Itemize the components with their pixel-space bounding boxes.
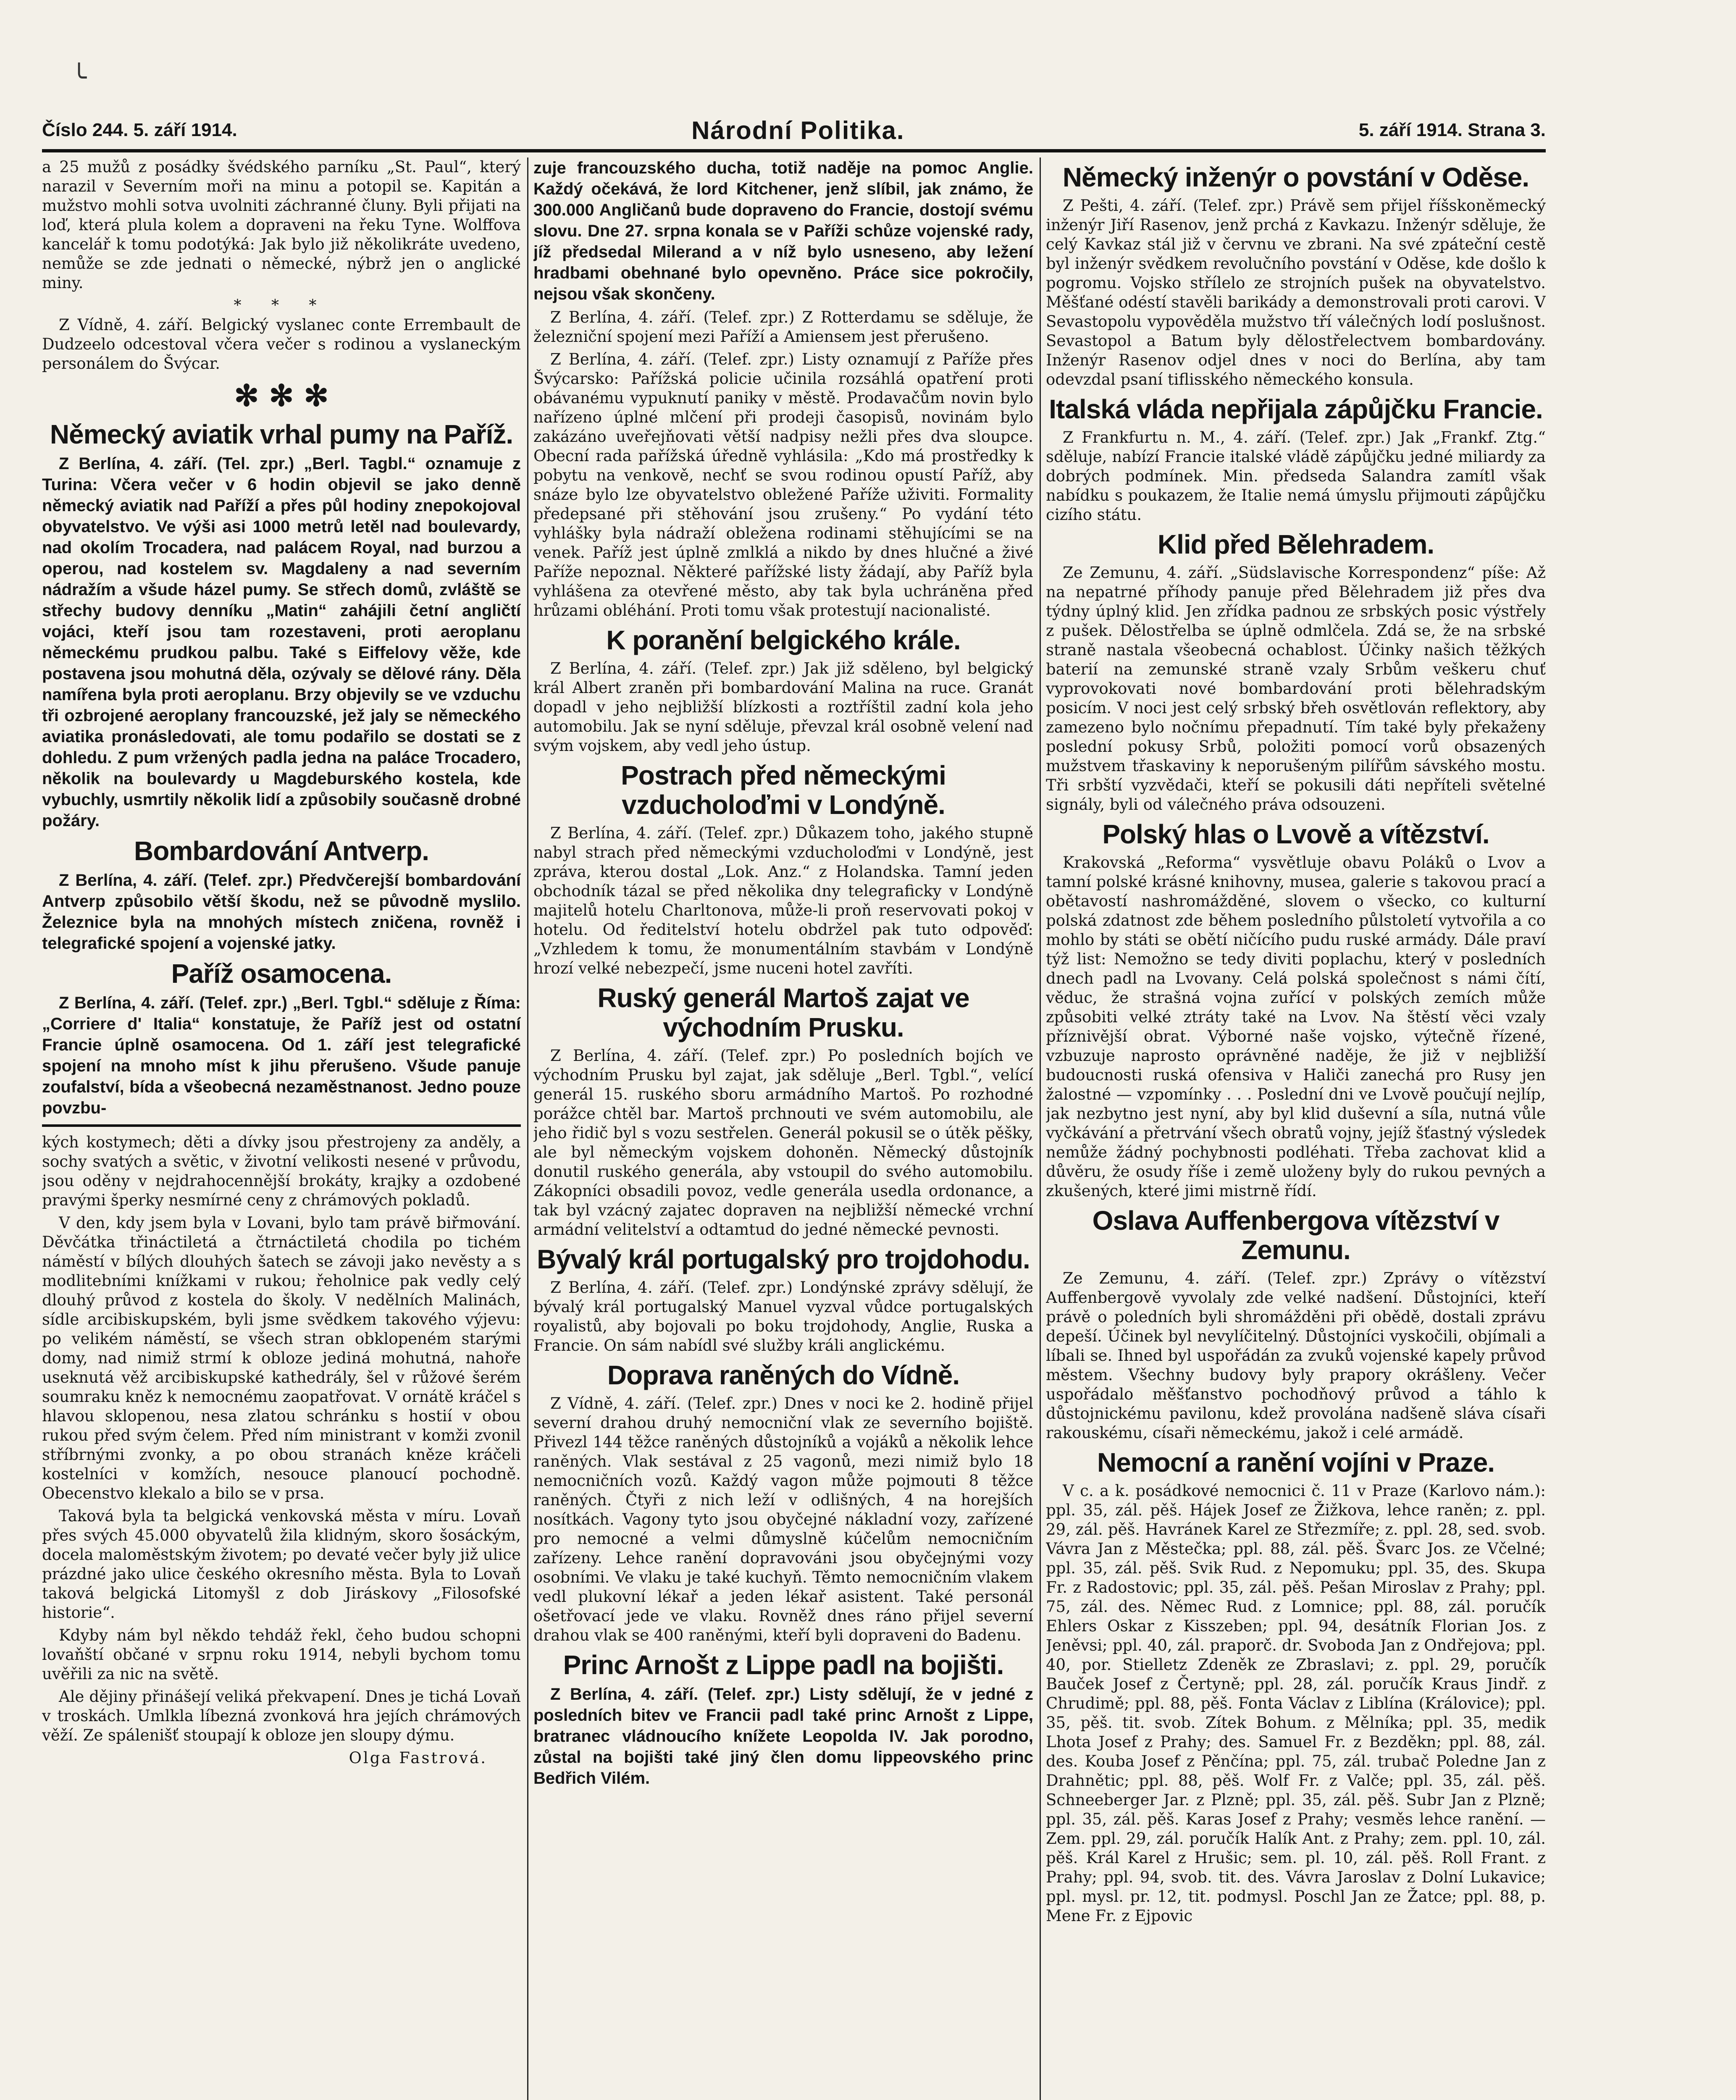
article-text: Z Berlína, 4. září. (Telef. zpr.) „Berl. Tgbl.“ sděluje z Říma: „Corriere d' Italia“ konstatuje, že Paříž jest od ostatní Francie úplně osamocena. Od 1. září jest telegrafické spojení na mnoho míst k jihu přerušeno. Všude panuje zoufalství, bída a všeobecná nezaměstnanost. Jedno pouze povzbu- xyxy=(42,994,521,1117)
feuilleton-text: kých kostymech; děti a dívky jsou přestrojeny za anděly, a sochy svatých a světic, v životní velikosti nesené v průvodu, jsou oděny v nejdrahocennější brokáty, krajky a ozdobené pravými šperky nesmírné ceny z chrámových pokladů. xyxy=(42,1133,521,1209)
headline: Bývalý král portugalský pro trojdohodu. xyxy=(537,1244,1030,1274)
feuilleton-text: Taková byla ta belgická venkovská města v míru. Lovaň přes svých 45.000 obyvatelů žila klidným, skoro šosáckým, docela maloměstským životem; po devaté večer byly již ulice prázdné jako ulice českého okresního města. Byla to Lovaň taková belgická Litomyšl z dob Jiráskovy „Filosofské historie“. xyxy=(42,1507,521,1622)
article-text: Z Berlína, 4. září. (Telef. zpr.) Londýnské zprávy sdělují, že bývalý král portugalský Manuel vyzval vůdce portugalských royalistů, aby bojovali po boku trojdohody, Anglie, Ruska a Francie. On sám nabídl své služby králi anglickému. xyxy=(533,1278,1033,1354)
feuilleton-rule xyxy=(42,1124,521,1127)
article-text: Z Berlína, 4. září. (Tel. zpr.) „Berl. Tagbl.“ oznamuje z Turina: Včera večer v 6 hodin objevil se jako denně německý aviatik nad Paříží a přes půl hodiny znepokojoval obyvatelstvo. Ve výši asi 1000 metrů letěl nad boulevardy, nad okolím Trocadera, nad palácem Royal, nad burzou a operou, nad kostelem sv. Magdaleny a nad severním nádražím a všude házel pumy. Se střech domů, zvláště se střechy budovy denníku „Matin“ zahájili četní angličtí vojáci, kteří jsou tam rozestaveni, proti aeroplanu německému prudkou palbu. Také s Eiffelovy věže, kde postavena jsou mohutná děla, ozývaly se dělové rány. Děla namířena byla proti aeroplanu. Brzy objevily se ve vzduchu tři ozbrojené aeroplany francouzské, jež jaly se německého aviatika pronásledovati, ale tomu podařilo se dostati se z dohledu. Z pum vržených padla jedna na paláce Trocadero, několik na boulevardy u Magdeburského kostela, kde vybuchly, usmrtily několik lidí a způsobily současně drobné požáry. xyxy=(42,454,521,830)
article-text: zuje francouzského ducha, totiž naděje na pomoc Anglie. Každý očekává, že lord Kitchener, jenž slíbil, jak známo, že 300.000 Angličanů bude dopraveno do Francie, dostojí svému slovu. Dne 27. srpna konala se v Paříži schůze vojenské rady, jíž předsedal Milerand a v níž bylo usneseno, aby ležení hradbami obehnané bylo opevněno. Práce sice pokročily, nejsou však skončeny. xyxy=(533,159,1033,303)
headline: K poranění belgického krále. xyxy=(606,625,961,655)
masthead xyxy=(42,113,1546,147)
issue-number: Číslo 244. 5. září 1914. xyxy=(42,120,237,140)
author-signature: Olga Fastrová. xyxy=(349,1749,487,1767)
column-divider xyxy=(527,158,528,2100)
separator: * * * xyxy=(234,297,329,314)
pencil-mark: ╰ xyxy=(71,63,87,92)
article-text: Z Berlína, 4. září. (Telef. zpr.) Důkazem toho, jakého stupně nabyl strach před německými vzducholoďmi v Londýně, jest zpráva, kterou dostal „Lok. Anz.“ z Holandska. Tamní jeden obchodník tázal se před několika dny telegraficky v Londýně majitelů hotelu Charltonova, může-li proň reservovati pokoj v hotelu. Od ředitelství hotelu obdržel pak tuto odpověď: „Vzhledem k tomu, že monumentálním stavbám v Londýně hrozí velké nebezpečí, jsme nuceni hotel zavříti. xyxy=(533,824,1033,977)
headline: Doprava raněných do Vídně. xyxy=(607,1360,960,1390)
feuilleton-text: Kdyby nám byl někdo tehdáž řekl, čeho budou schopni lovaňští občané v srpnu roku 1914, nebyli bychom tomu uvěřili za nic na světě. xyxy=(42,1626,521,1683)
article-text: Z Berlína, 4. září. (Telef. zpr.) Listy sdělují, že v jedné z posledních bitev ve Francii padl také princ Arnošt z Lippe, bratranec vládnoucího knížete Leopolda IV. Jak porodno, zůstal na bojišti také jiný člen domu lippeovského princ Bedřich Vilém. xyxy=(533,1685,1033,1788)
headline: Paříž osamocena. xyxy=(171,958,392,989)
article-text: Z Berlína, 4. září. (Telef. zpr.) Předvčerejší bombardování Antverp způsobilo větší škodu, než se původně myslilo. Železnice byla na mnohých místech zničena, rovněž i telegrafické spojení a vojenské jatky. xyxy=(42,871,521,953)
article-text: Z Vídně, 4. září. (Telef. zpr.) Dnes v noci ke 2. hodině přijel severní drahou druhý nemocniční vlak ze severního bojiště. Přivezl 144 těžce raněných důstojníků a vojáků a několik lehce raněných. Vlak sestával z 25 vagonů, mezi nimiž bylo 18 nemocničních vozů. Každý vagon může pojmouti 8 těžce raněných. Čtyři z nich leží v odlišných, 4 na horejších nosítkách. Vagony tyto jsou obyčejné nákladní vozy, zařízené pro nemocné a velmi důmyslně kúčelům nemocničním zařízeny. Lehce ranění dopravováni jsou obyčejnými vozy osobními. Ve vlaku je také kuchyň. Těmto nemocničním vlakem vedl plukovní lékař a jeden lékař asistent. Také personál ošetřovací jede ve vlaku. Rovněž dnes ráno přijel severní drahou vlak se 400 raněnými, kteří byli dopraveni do Badenu. xyxy=(533,1394,1033,1644)
headline: Klid před Bělehradem. xyxy=(1157,529,1434,559)
headline: Ruský generál Martoš zajat ve východním Prusku. xyxy=(597,983,969,1042)
article-text: a 25 mužů z posádky švédského parníku „St. Paul“, který narazil v Severním moři na minu a potopil se. Kapitán a mužstvo mohli sotva uvolniti záchranné čluny. Byli přijati na loď, která plula kolem a dopraveni na řeku Tyne. Wolffova kancelář k tomu podotýká: Jak bylo již několikráte uvedeno, nemůže se zde jednati o německé, nýbrž jen o anglické miny. xyxy=(42,158,521,292)
header-rule xyxy=(42,149,1546,152)
headline: Princ Arnošt z Lippe padl na bojišti. xyxy=(563,1650,1004,1680)
headline: Německý aviatik vrhal pumy na Paříž. xyxy=(50,419,513,449)
article-text: Z Pešti, 4. září. (Telef. zpr.) Právě sem přijel říšskoněmecký inženýr Jiří Rasenov, jenž prchá z Kavkazu. Inženýr sděluje, že celý Kavkaz stál již v červnu ve zbrani. Na své zpáteční cestě byl inženýr svědkem revolučního povstání v Oděse, kde došlo k pogromu. Vojsko střílelo ze strojních pušek na obyvatelstvo. Měšťané odéstí stavěli barikády a demonstrovali proti carovi. V Sevastopolu vypověděla mužstvo tří válečných lodí poslušnost. Sevastopol a Batum byly dělostřelectvem bombardovány. Inženýr Rasenov odjel dnes v noci do Berlína, aby tam odevzdal psaní tiflisského německého konsula. xyxy=(1046,197,1546,388)
column-divider xyxy=(1040,158,1041,2100)
column-1 xyxy=(42,158,521,2100)
article-text: Z Berlína, 4. září. (Telef. zpr.) Jak již sděleno, byl belgický král Albert zraněn při bombardování Malina na ruce. Granát dopadl v jeho nejbližší blízkosti a roztříštil zadní kola jeho automobilu. Jak se nyní sděluje, převzal král osobně velení nad svým vojskem, aby vedl jeho ústup. xyxy=(533,659,1033,755)
headline: Bombardování Antverp. xyxy=(134,836,429,866)
article-text: Z Berlína, 4. září. (Telef. zpr.) Z Rotterdamu se sděluje, že železniční spojení mezi Paříží a Amiensem jest přerušeno. xyxy=(533,308,1033,346)
article-text: Ze Zemunu, 4. září. „Südslavische Korrespondenz“ píše: Až na nepatrné příhody panuje před Bělehradem již přes dva týdny úplný klid. Jen zřídka padnou ze srbských posic výstřely z pušek. Dělostřelba se úplně odmlčela. Zdá se, že na srbské straně nastala všeobecná ochablost. Účinky našich těžkých baterií na zemunské straně vzaly Srbům veškeru chuť vyprovokovati nové bombardování proti bělehradským posicím. V noci jest celý srbský břeh osvětlován reflektory, aby zamezeno bylo nočnímu přepadnutí. Tím také byly překaženy poslední pokusy Srbů, položiti pomocí vorů obsazených mužstvem třaskaviny k neporušeným pilířům sávského mostu. Tři srbští vyzvědači, kteří se pokusili dáti nepříteli světelné signály, byli od válečného práva odsouzeni. xyxy=(1046,564,1546,814)
feuilleton-text: Ale dějiny přinášejí veliká překvapení. Dnes je tichá Lovaň v troskách. Umlkla líbezná zvonková hra jejích chrámových věží. Ze spálenišť stoupají k obloze jen sloupy dýmu. xyxy=(42,1688,521,1744)
article-text: Z Frankfurtu n. M., 4. září. (Telef. zpr.) Jak „Frankf. Ztg.“ sděluje, nabízí Francie italské vládě zápůjčku jedné miliardy za dobrých podmínek. Min. předseda Salandra zamítl však nabídku s poukazem, že Italie nemá úmyslu přijmouti zápůjčku cizího státu. xyxy=(1046,428,1546,524)
star-separator: ✻ ✻ ✻ xyxy=(234,378,329,413)
article-text: Z Vídně, 4. září. Belgický vyslanec conte Errembault de Dudzeelo odcestoval včera večer s rodinou a vyslaneckým personálem do Švýcar. xyxy=(42,316,521,373)
headline: Nemocní a ranění vojíni v Praze. xyxy=(1097,1447,1495,1478)
column-2 xyxy=(533,158,1033,2100)
article-text: Krakovská „Reforma“ vysvětluje obavu Poláků o Lvov a tamní polské krásné knihovny, musea, galerie s takovou prací a obětavostí nashromážděné, slovem o všecko, co kulturní polská zdatnost zde během posledního půlstoletí vytvořila a co mohlo by státi se obětí ničícího pudu ruské armády. Dále praví týž list: Nemožno se tedy diviti poplachu, který v posledních dnech padl na Lvovany. Celá polská společnost s námi čítí, věduc, že strašná vojna zuřící v polských zemích může způsobiti velké ztráty také na Lvov. Na štěstí věci vzaly příznivější obrat. Výborné naše vojsko, výtečně řízené, vzbuzuje naprosto oprávněné naděje, že již v nejbližší budoucnosti ruská ofensiva v Haliči zanechá pro Rusy jen žalostné — vzpomínky . . . Poslední dni ve Lvově poučují nejlíp, jak nezbytno jest nyní, aby byl klid duševní a síla, nutná vůle vyčkávání a přetrvání všech obratů vojny, jejíž šťastný výsledek nemůže žádný pochybnosti podléhati. Třeba zachovat klid a důvěru, že osudy říše i země uloženy byly do rukou pevných a zkušených, které jimi mistrně řídí. xyxy=(1046,853,1546,1200)
article-text: Z Berlína, 4. září. (Telef. zpr.) Po posledních bojích ve východním Prusku byl zajat, jak sděluje „Berl. Tgbl.“, velící generál 15. ruského sboru armádního Martoš. Po rozhodné porážce chtěl bar. Martoš prchnouti ve svém automobilu, ale jeho řidič byl s vozu sestřelen. Generál pokusil se o útěk pěšky, ale byl německým vojskem dohoněn. Německý důstojník donutil ruského generála, aby vstoupil do svého automobilu. Zákopníci obsadili povoz, vedle generála usedla ordonance, a tak byl vzácný zajatec dopraven na nejbližší německé vrchní armádní velitelství a odtamtud do jedné německé pevnosti. xyxy=(533,1047,1033,1239)
headline: Postrach před německými vzducholoďmi v Londýně. xyxy=(621,760,946,820)
article-text: Z Berlína, 4. září. (Telef. zpr.) Listy oznamují z Paříže přes Švýcarsko: Pařížská policie učinila rozsáhlá opatření proti obávanému vypuknutí paniky v městě. Prodavačům novin bylo nařízeno úplné mlčení při prodeji časopisů, novinám bylo zakázáno uveřejňovati větší nadpisy nežli přes dva sloupce. Obecní rada pařížská úředně vyhlásila: „Kdo má prostředky k pobytu na venkově, nechť se svou rodinou opustí Paříž, aby snáze bylo lze obyvatelstvo obležené Paříže uživiti. Formality předepsané při stěhování jsou zrušeny.“ Po vydání této vyhlášky byla nádraží obležena rodinami stěhujícími se na venek. Paříž jest úplně zmlklá a nikdo by dnes hlučné a živé Paříže nepoznal. Některé pařížské listy žádají, aby Paříž byla vyhlášena za otevřené město, aby tak byla uchráněna před hrůzami obléhání. Proti tomu však protestují nacionalisté. xyxy=(533,350,1033,620)
headline: Polský hlas o Lvově a vítězství. xyxy=(1102,819,1489,849)
column-3 xyxy=(1046,158,1546,2100)
article-text: V c. a k. posádkové nemocnici č. 11 v Praze (Karlovo nám.): ppl. 35, zál. pěš. Hájek Josef ze Žižkova, lehce raněn; z. ppl. 29, zál. pěš. Havránek Karel ze Střezmíře; z. ppl. 28, sed. svob. Vávra Jan z Městečka; ppl. 88, zál. pěš. Švarc Jos. ze Včelné; ppl. 35, zál. pěš. Svik Rud. z Nepomuku; ppl. 35, des. Skupa Fr. z Radostovic; ppl. 35, zál. pěš. Pešan Miroslav z Prahy; ppl. 75, zál. des. Němec Rud. z Lomnice; ppl. 88, zál. poručík Ehlers Oskar z Kisszeben; ppl. 94, desátník Florian Jos. z Jeněvsi; ppl. 40, zál. praporč. dr. Svoboda Jan z Ondřejova; ppl. 40, por. Stielletz Zdeněk ze Zbraslavi; z. ppl. 29, poručík Bauček Josef z Čertyně; ppl. 28, zál. poručík Kraus Jindř. z Chrudimě; ppl. 88, pěš. Fonta Václav z Liblína (Královice); ppl. 35, pěš. tit. svob. Zítek Bohum. z Mělníka; ppl. 35, medik Lhota Josef z Prahy; des. Samuel Fr. z Bezděkn; ppl. 88, zál. des. Kouba Josef z Pěnčína; ppl. 75, zál. trubač Poledne Jan z Drahnětic; ppl. 88, pěš. Wolf Fr. z Valče; ppl. 35, zál. pěš. Schneeberger Jar. z Plzně; ppl. 35, zál. pěš. Subr Jan z Plzně; ppl. 35, zál. pěš. Karas Josef z Prahy; vesměs lehce ranění. — Zem. ppl. 29, zál. poručík Halík Ant. z Prahy; zem. ppl. 10, zál. pěš. Král Karel z Hrušic; sem. pl. 10, zál. pěš. Roll Frant. z Prahy; ppl. 94, svob. tit. des. Vávra Jaroslav z Dolní Lukavice; ppl. mysl. pr. 12, tit. podmysl. Poschl Jan ze Žatce; ppl. 88, p. Mene Fr. z Ejpovic xyxy=(1046,1482,1546,1925)
newspaper-title: Národní Politika. xyxy=(691,116,905,144)
article-text: Ze Zemunu, 4. září. (Telef. zpr.) Zprávy o vítězství Auffenbergově vyvolaly zde velké nadšení. Důstojníci, kteří právě o poledních byli shromážděni při obědě, dostali zprávu depeší. Účinek byl nevylíčitelný. Důstojníci vyskočili, objímali a líbali se. Ihned byl uspořádán za zvuků vojenské kapely průvod městem. Všechny budovy byly prapory okrášleny. Večer uspořádalo měšťanstvo pochodňový průvod a táhlo k důstojnickému pavilonu, kdež provolána nadšeně sláva císaři rakouskému, císaři německému, jakož i celé armádě. xyxy=(1046,1269,1546,1442)
headline: Oslava Auffenbergova vítězství v Zemunu. xyxy=(1092,1205,1500,1265)
headline: Německý inženýr o povstání v Oděse. xyxy=(1062,162,1529,192)
feuilleton-text: V den, kdy jsem byla v Lovani, bylo tam právě biřmování. Děvčátka třináctiletá a čtrnáctiletá chodila po tichém náměstí v bílých dlouhých šatech se závoji jako nevěsty a s modlitebními knížkami v rukou; řeholnice pak vedly celý dlouhý průvod z kostela do školy. V nedělních Malinách, sídle arcibiskupském, byli jsme svědkem takového výjevu: po velikém náměstí, se všech stran obklopeném starými domy, nad nimiž strmí k obloze jediná mohutná, nahoře useknutá věž arcibiskupské kathedrály, šel v růžové šerém soumraku kněz k nemocnému zaopatřovat. V ornátě kráčel s hlavou sklopenou, nesa zlatou schránku s hostií v obou rukou před svým čelem. Před ním ministrant v komži zvonil stříbrnými zvonky, a po obou stranách kněze kráčeli kostelníci v komžích, nesouce planoucí pochodně. Obecenstvo klekalo a bilo se v prsa. xyxy=(42,1214,521,1502)
date-page: 5. září 1914. Strana 3. xyxy=(1358,120,1546,140)
headline: Italská vláda nepřijala zápůjčku Francie. xyxy=(1049,394,1543,424)
